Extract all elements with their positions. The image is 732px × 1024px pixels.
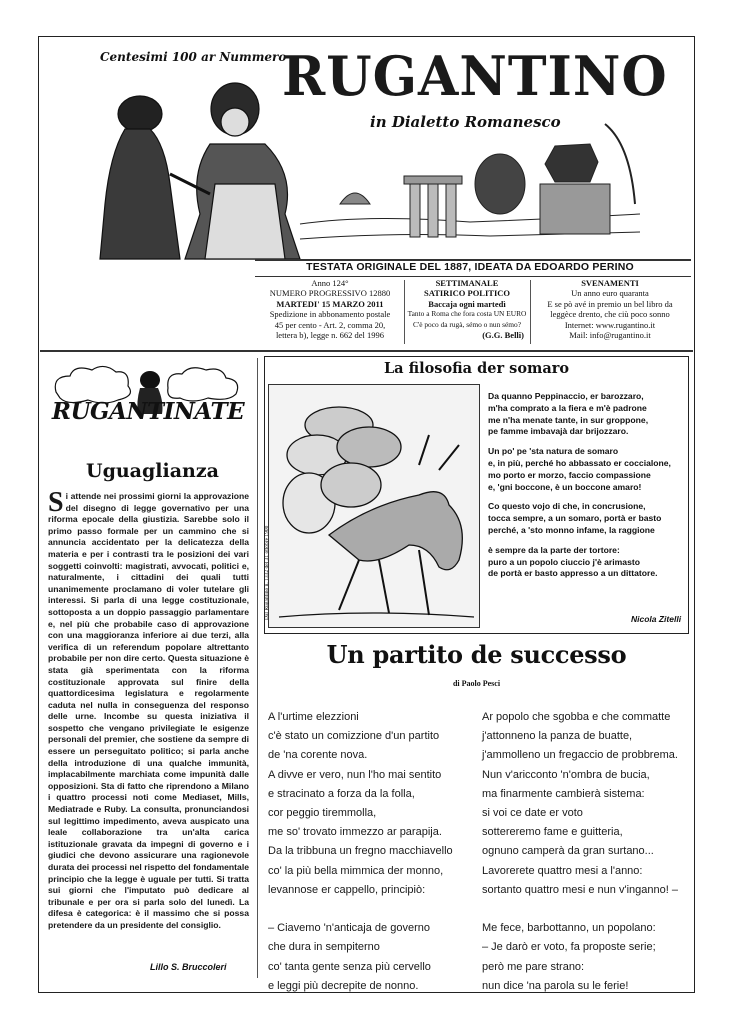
testata-line: TESTATA ORIGINALE DEL 1887, IDEATA DA EDOARDO PERINO [306,261,634,273]
donkey-illustration [268,384,480,628]
periodicita-l4: Tanto a Roma che fora costa UN EURO [407,309,527,319]
periodicita-l6: (G.G. Belli) [482,330,524,341]
svenamenti-l2: E se pò avé in premio un bel libro da [547,298,673,309]
partito-column-1 [268,708,478,996]
verse-line: ognuno camperà da gran surtano... [482,845,654,858]
stanza-gap [268,900,478,919]
price-line: Centesimi 100 ar Nummero [100,50,287,64]
info-numero: NUMERO PROGRESSIVO 12880 [269,288,391,299]
periodicita-l5: C'è poco da rugà, sémo o nun sémo? [412,319,522,329]
verse-line: A divve er vero, nun l'ho mai sentito [268,768,442,781]
rugantinate-logo-text: RUGANTINATE [51,398,245,425]
somaro-title: La filosofia der somaro [383,360,570,377]
info-sped1: Spedizione in abbonamento postale [269,309,391,320]
verse-line: che dura in sempiterno [268,941,380,954]
poem-line: puro a un popolo ciuccio j'è arimasto [488,556,640,567]
poem-line: m'ha comprato a la fiera e m'è padrone [488,402,647,413]
periodicita-l3: Baccaja ogni martedì [428,298,506,309]
verse-line: Lavorerete quattro mesi a l'anno: [482,864,643,877]
stanza-4 [488,545,688,580]
verse-line: Nun v'aricconto 'n'ombra de bucia, [482,768,650,781]
verse-line: A l'urtime elezzioni [268,711,359,723]
poem-line: pe famme imbavajà dar brijozzaro. [488,426,629,437]
stanza-3 [488,501,688,536]
verse-line: – Je darò er voto, fa proposte serie; [482,941,656,954]
verse-line: – Ciavemo 'n'anticaja de governo [268,922,430,935]
verse-line: de 'na corente nova. [268,749,368,762]
info-anno: Anno 124° [311,278,349,288]
svenamenti-l1: Un anno euro quaranta [571,288,649,299]
figures-engraving [100,83,300,259]
info-box [256,278,404,340]
verse-line: me so' trovato immezzo ar parapija. [268,826,442,839]
verse-line: c'è stato un comizzione d'un partito [268,730,440,743]
verse-line: ma finarmente cambierà sistema: [482,787,645,800]
rome-landscape [300,124,640,239]
verse-line: sottereremo fame e guitteria, [482,826,623,839]
uguaglianza-title: Uguaglianza [86,460,219,482]
somaro-poem [488,391,688,588]
masthead-subtitle: in Dialetto Romanesco [370,113,561,131]
svenamenti-box [530,278,690,340]
svenamenti-l5: Mail: info@rugantino.it [569,330,651,341]
info-sped2: 45 per cento - Art. 2, comma 20, [274,319,386,330]
testata-rule [255,276,691,277]
somaro-signature: Nicola Zitelli [631,614,682,624]
verse-line: però me pare strano: [482,960,585,973]
stanza-2 [488,446,688,493]
periodicita-box [404,278,530,340]
verse-line: cor peggio tiremmolla, [268,807,377,820]
verse-line: Da la tribbuna un fregno macchiavello [268,845,453,858]
verse-line: e leggi più decrepite de nonno. [268,979,419,992]
poem-line: è sempre da la parte der tortore: [488,544,620,555]
partito-author: di Paolo Pesci [452,679,501,688]
verse-line: Me fece, barbottanno, un popolano: [482,922,656,935]
uguaglianza-article [48,487,249,932]
periodicita-l2: SATIRICO POLITICO [423,288,511,299]
svenamenti-title: SVENAMENTI [581,278,639,288]
verse-line: j'attonneno la panza de buatte, [482,730,633,743]
verse-line: levannose er cappello, principiò: [268,883,426,896]
poem-line: mo porto er morzo, faccio compassione [488,469,651,480]
periodicita-l1: SETTIMANALE [435,278,499,288]
poem-line: de portà er basto appresso a un dittatore. [488,568,658,579]
poem-line: me n'ha menate tante, in sur groppone, [488,414,649,425]
partito-column-2 [482,708,692,996]
poem-line: Da quanno Peppinaccio, er barozzaro, [488,391,644,401]
stanza-gap [482,900,692,919]
column-divider [257,358,258,978]
verse-line: e stracinato a forza da la folla, [268,787,415,800]
masthead-title: RUGANTINO [282,44,668,109]
verse-line: sortanto quattro mesi e nun v'inganno! – [482,883,678,896]
uguaglianza-signature: Lillo S. Bruccoleri [150,962,227,972]
info-data: MARTEDI' 15 MARZO 2011 [276,298,384,309]
svenamenti-l3: leggèce drento, che ciù poco sonno [550,309,670,320]
poem-line: Un po' pe 'sta natura de somaro [488,446,619,457]
uguaglianza-body: i attende nei prossimi giorni la approvazione del disegno di legge governativo per una riforma epocale della giustizia. Sarebbe solo il primo passo formale per un cammino che si annuncia accidentato per la delicatezza della materia e per i contrasti tra le posizioni dei vari soggetti coinvolti: magistrati, avvocati, politici e, naturalmente, i cittadini dei quali tutti unanimemente proclamano di voler tutelare gli interessi. Si parla di una legge costituzionale, sottoposta a un doppio passaggio parlamentare e, nel più che probabile caso di approvazione con una maggioranza inferiore ai due terzi, alla verifica di un referendum popolare altrettanto probabile per non dire certo. Questa situazione è stata già sperimentata con la riforma costituzionale approvata sul finire della quattordicesima legislatura e regolarmente caduta nel nulla in conseguenza del responso delle urne. Incombe su questa iniziativa il sospetto che vengano privilegiate le esigenze personali del premier, che sostiene da sempre di essere un perseguitato politico; si parla anche della introduzione di una qualche immunità, implacabilmente marchiata come impunità dalle opposizioni. Sta di fatto che riprendono a Milano i quattro processi noti come Mediaset, Mills, Mediatrade e Ruby. La consulta, pronunciandosi sul legittimo impedimento, aveva auspicato una leale collaborazione tra un'alta carica istituzionale gravata da impegni di governo e i giudici che devono assicurare una ragionevole durata dei processi nel rispetto del fondamentale principio che la legge è uguale per tutti. Si tratta sui giorni che l'imputato può dedicare al tribunale e per ora si parla solo del lunedì. La difesa è categorica: è il massimo che si possa pretendere da un presidente del consiglio. [48,491,249,930]
verse-line: Ar popolo che sgobba e che commatte [482,711,671,723]
dropcap: S [48,487,64,518]
poem-line: Co questo vojo di che, in concrusione, [488,501,646,512]
svenamenti-l4: Internet: www.rugantino.it [564,319,656,330]
masthead-bottom-rule [40,350,693,352]
stanza-1 [488,391,688,438]
partito-title: Un partito de successo [326,640,627,669]
donkey-caption: Dal Rugantino n. 1332 del 31 ottobre 1900 [264,525,270,620]
poem-line: e, in più, perché ho abbassato er coccialone, [488,457,671,468]
info-sped3: lettera b), legge n. 662 del 1996 [275,330,385,341]
verse-line: j'ammolleno un fregaccio de probbrema. [482,749,678,762]
poem-line: e, 'gni boccone, è un boccone amaro! [488,481,642,492]
verse-line: co' tanta gente senza più cervello [268,960,431,973]
poem-line: tocca sempre, a un somaro, portà er basto [488,513,662,524]
poem-line: perché, a 'sto monno infame, la raggione [488,524,655,535]
verse-line: co' la più bella mimmica der monno, [268,864,444,877]
verse-line: nun dice 'na parola su le ferie! [482,979,629,992]
verse-line: si voi ce date er voto [482,807,583,820]
